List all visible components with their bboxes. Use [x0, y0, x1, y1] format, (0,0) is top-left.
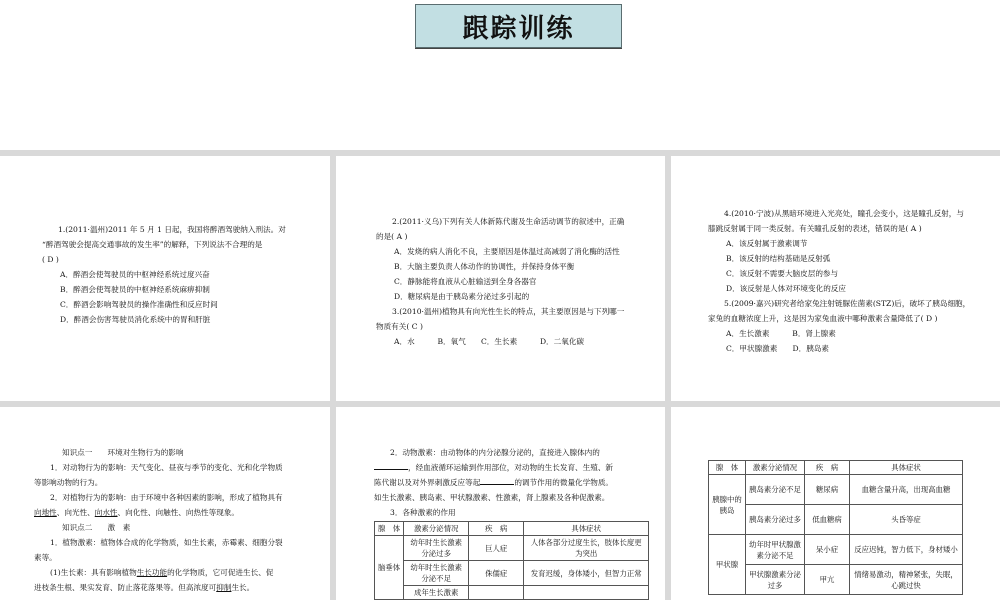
- question-text: 5.(2009·嘉兴)研究者给家兔注射链脲佐菌素(STZ)后，破坏了胰岛细胞，: [724, 299, 971, 308]
- body-text-part: 的化学物质，它可促进生长、促: [167, 568, 274, 577]
- body-text: 2．对植物行为的影响：由于环境中各种因素的影响，形成了植物具有: [50, 493, 283, 502]
- title-slide-area: [0, 0, 1000, 150]
- column-header: 腺 体: [709, 461, 746, 475]
- hormone-table: [374, 521, 649, 600]
- slide-thumbnail-5[interactable]: [336, 407, 665, 600]
- table-cell: [524, 586, 649, 600]
- table-row: [709, 505, 963, 535]
- question-text: 物质有关( C ): [376, 322, 423, 331]
- body-text-part: 进枝条生根、果实发育、防止落花落果等。但高浓度可: [34, 583, 217, 592]
- column-header: 具体症状: [524, 522, 649, 536]
- table-row: [375, 561, 649, 586]
- table-cell: 发育迟缓，身体矮小，但智力正常: [524, 561, 649, 586]
- table-row: [709, 535, 963, 565]
- table-row: [709, 475, 963, 505]
- column-header: 激素分泌情况: [404, 522, 469, 536]
- page-title: 跟踪训练: [415, 4, 622, 48]
- body-text: 等影响动物的行为。: [34, 478, 103, 487]
- table-row: [709, 565, 963, 595]
- option-a: A．醉酒会使驾驶员的中枢神经系统过度兴奋: [60, 270, 210, 279]
- slide-thumbnail-2[interactable]: [336, 156, 665, 401]
- body-text: 1．植物激素：植物体合成的化学物质，如生长素，赤霉素、细胞分裂: [50, 538, 283, 547]
- answer-fill: 生长功能: [136, 568, 168, 577]
- body-text-part: 、向光性、: [56, 508, 95, 517]
- question-answer: ( D ): [42, 255, 59, 264]
- slide-thumbnail-1[interactable]: [0, 156, 330, 401]
- table-header-row: [375, 522, 649, 536]
- table-cell: 低血糖病: [805, 505, 850, 535]
- option-b: B．该反射的结构基础是反射弧: [726, 254, 831, 263]
- option-b: B．醉酒会使驾驶员的中枢神经系统麻痹抑制: [60, 285, 210, 294]
- table-cell: 糖尿病: [805, 475, 850, 505]
- body-text: 1．对动物行为的影响：天气变化、昼夜与季节的变化、光和化学物质: [50, 463, 283, 472]
- question-text: 的是( A ): [376, 232, 408, 241]
- body-text: [374, 475, 649, 490]
- question-text: 1.(2011·温州)2011 年 5 月 1 日起，我国将醉酒驾驶纳入刑法。对: [58, 225, 286, 234]
- question-text: 3.(2010·温州)植物具有向光性生长的特点，其主要原因是与下列哪一: [392, 307, 625, 316]
- question-text: “醉酒驾驶会提高交通事故的发生率”的解释，下列说法不合理的是: [42, 240, 263, 249]
- body-text-part: (1)生长素：具有影响植物: [50, 568, 137, 577]
- options-row: A．生长激素 B．肾上腺素: [726, 329, 836, 338]
- table-cell: 幼年时生长激素分泌过多: [404, 536, 469, 561]
- option-d: D．该反射是人体对环境变化的反应: [726, 284, 846, 293]
- table-cell: 胰岛素分泌不足: [746, 475, 805, 505]
- hormone-table: [708, 460, 963, 595]
- table-cell: 人体各部分过度生长，肢体长度更为突出: [524, 536, 649, 561]
- body-text-part: 生长。: [231, 583, 255, 592]
- table-cell: 幼年时生长激素分泌不足: [404, 561, 469, 586]
- table-cell: 巨人症: [469, 536, 524, 561]
- column-header: 具体症状: [850, 461, 963, 475]
- option-c: C．醉酒会影响驾驶员的操作准确性和反应时间: [60, 300, 218, 309]
- column-header: 腺 体: [375, 522, 404, 536]
- table-cell: 侏儒症: [469, 561, 524, 586]
- body-text: 2．动物激素：由动物体的内分泌腺分泌的，直接进入腺体内的: [390, 448, 600, 457]
- answer-fill: 向地性: [34, 508, 57, 517]
- body-text-part: ，经血液循环运输到作用部位，对动物的生长发育、生殖、新: [408, 463, 614, 472]
- gland-cell: 脑垂体: [375, 536, 404, 600]
- option-d: D．醉酒会伤害驾驶员消化系统中的胃和肝脏: [60, 315, 211, 324]
- blank-line: [374, 460, 408, 470]
- options-row: A．水 B．氧气 C．生长素 D．二氧化碳: [394, 337, 585, 346]
- slide-thumbnail-6[interactable]: [671, 407, 1000, 600]
- gland-cell: 胰腺中的胰岛: [709, 475, 746, 535]
- body-text-part: 的调节作用的微量化学物质。: [514, 478, 614, 487]
- table-row: [375, 586, 649, 600]
- column-header: 疾 病: [469, 522, 524, 536]
- table-cell: 呆小症: [805, 535, 850, 565]
- blank-line: [480, 475, 514, 485]
- table-cell: 甲状腺激素分泌过多: [746, 565, 805, 595]
- option-b: B．大脑主要负责人体动作的协调性，并保持身体平衡: [394, 262, 575, 271]
- table-cell: 成年生长激素: [404, 586, 469, 600]
- answer-fill: 向水性: [94, 508, 118, 517]
- slide-thumbnail-4[interactable]: [0, 407, 330, 600]
- body-text: [374, 460, 649, 475]
- table-cell: 甲亢: [805, 565, 850, 595]
- knowledge-point-heading: 知识点二 激 素: [62, 523, 131, 532]
- table-row: [375, 536, 649, 561]
- table-cell: 血糖含量升高，出现高血糖: [850, 475, 963, 505]
- options-row: C．甲状腺激素 D．胰岛素: [726, 344, 830, 353]
- question-text: 家兔的血糖浓度上升，这是因为家兔血液中哪种激素含量降低了( D ): [708, 314, 938, 323]
- body-text: 如生长激素、胰岛素、甲状腺激素、性激素，肾上腺素及各种促激素。: [374, 493, 610, 502]
- table-header-row: [709, 461, 963, 475]
- knowledge-point-heading: 知识点一 环境对生物行为的影响: [62, 448, 184, 457]
- body-text-part: 陈代谢以及对外界刺激反应等起: [374, 478, 481, 487]
- question-text: 2.(2011·义乌)下列有关人体新陈代谢及生命活动调节的叙述中，正确: [392, 217, 625, 226]
- question-text: 膝跳反射属于同一类反射。有关瞳孔反射的表述，错误的是( A ): [708, 224, 922, 233]
- column-header: 激素分泌情况: [746, 461, 805, 475]
- option-a: A．发烧的病人消化不良，主要原因是体温过高减弱了消化酶的活性: [394, 247, 620, 256]
- table-cell: 反应迟钝，智力低下，身材矮小: [850, 535, 963, 565]
- gland-cell: 甲状腺: [709, 535, 746, 595]
- question-text: 4.(2010·宁波)从黑暗环境进入光亮处，瞳孔会变小，这是瞳孔反射，与: [724, 209, 964, 218]
- option-a: A．该反射属于激素调节: [726, 239, 808, 248]
- table-cell: 情绪易激动，精神紧张，失眠，心跳过快: [850, 565, 963, 595]
- body-text: [34, 580, 283, 595]
- option-d: D．糖尿病是由于胰岛素分泌过多引起的: [394, 292, 530, 301]
- table-cell: [469, 586, 524, 600]
- body-text: [34, 505, 283, 520]
- column-header: 疾 病: [805, 461, 850, 475]
- answer-fill: 抑制: [216, 583, 232, 592]
- table-cell: 头昏等症: [850, 505, 963, 535]
- body-text: [34, 565, 283, 580]
- slide-thumbnail-3[interactable]: [671, 156, 1000, 401]
- table-cell: 幼年时甲状腺激素分泌不足: [746, 535, 805, 565]
- body-text-part: 、向化性、向触性、向热性等现象。: [117, 508, 240, 517]
- option-c: C．该反射不需要大脑皮层的参与: [726, 269, 839, 278]
- option-c: C．静脉能将血液从心脏输送到全身各器官: [394, 277, 537, 286]
- body-text: 3．各种激素的作用: [390, 508, 456, 517]
- table-cell: 胰岛素分泌过多: [746, 505, 805, 535]
- body-text: 素等。: [34, 553, 57, 562]
